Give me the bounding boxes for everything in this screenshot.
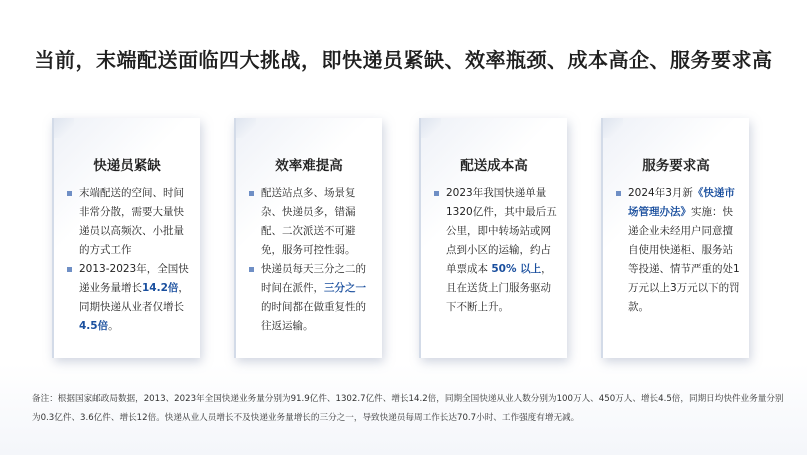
card-body: [66, 184, 192, 336]
highlight-value: 50% 以上: [491, 263, 542, 275]
bullet-item: [66, 260, 192, 336]
card-courier-shortage: [52, 118, 200, 358]
bullet-text: ，同期快递从业者仅增长: [79, 282, 189, 313]
page-title: 当前，末端配送面临四大挑战，即快递员紧缺、效率瓶颈、成本高企、服务要求高: [34, 48, 773, 72]
bullet-item: [433, 184, 559, 317]
card-title: 配送成本高: [460, 158, 528, 174]
bullet-text: 配送站点多、场景复杂、快递员多，错漏配、二次派送不可避免，服务可控性弱。: [261, 187, 356, 256]
bullet-text: 实施：快递企业未经用户同意擅自使用快递柜、服务站等投递、情节严重的处1万元以上3万元以下的罚款。: [628, 206, 740, 313]
bullet-text: 2024年3月新: [628, 187, 693, 199]
highlight-value: 14.2倍: [142, 282, 179, 294]
card-title: 服务要求高: [642, 158, 710, 174]
bullet-text: ，且在送货上门服务驱动下不断上升。: [446, 263, 552, 313]
highlight-value: 三分之一: [324, 282, 366, 294]
highlight-regulation: 《快递市场管理办法》: [628, 187, 735, 218]
footnote: 备注：根据国家邮政局数据，2013、2023年全国快递业务量分别为91.9亿件、1302.7亿件、增长14.2倍，同期全国快递从业人数分别为100万人、450万人、增长4.5倍，同期日均快件业务量分别为0.3亿件、3.6亿件、增长12倍。快递从业人员增长不及快递业务量增长的三分之一，导致快递员每周工作长达70.7小时、工作强度有增无减。: [32, 394, 784, 423]
card-body: [248, 184, 374, 336]
bullet-text: 2013-2023年，全国快递业务量增长: [79, 263, 189, 294]
bullet-text: 。: [108, 320, 119, 332]
bullet-text: 末端配送的空间、时间非常分散，需要大量快递员以高频次、小批量的方式工作: [79, 187, 184, 256]
highlight-value: 4.5倍: [79, 320, 109, 332]
card-title: 快递员紧缺: [93, 158, 161, 174]
bullet-item: [248, 260, 374, 336]
bullet-text: 的时间都在做重复性的往返运输。: [261, 301, 366, 332]
card-service-requirements: [601, 118, 749, 358]
card-body: [433, 184, 559, 317]
card-delivery-cost: [419, 118, 567, 358]
bullet-text: 2023年我国快递单量1320亿件，其中最后五公里，即中转场站或网点到小区的运输，约占单票成本: [446, 187, 557, 275]
card-body: [615, 184, 741, 317]
bullet-text: 快递员每天三分之二的时间在派件，: [261, 263, 366, 294]
bullet-item: [248, 184, 374, 260]
bullet-item: [66, 184, 192, 260]
card-efficiency: [234, 118, 382, 358]
bullet-item: [615, 184, 741, 317]
card-title: 效率难提高: [275, 158, 343, 174]
